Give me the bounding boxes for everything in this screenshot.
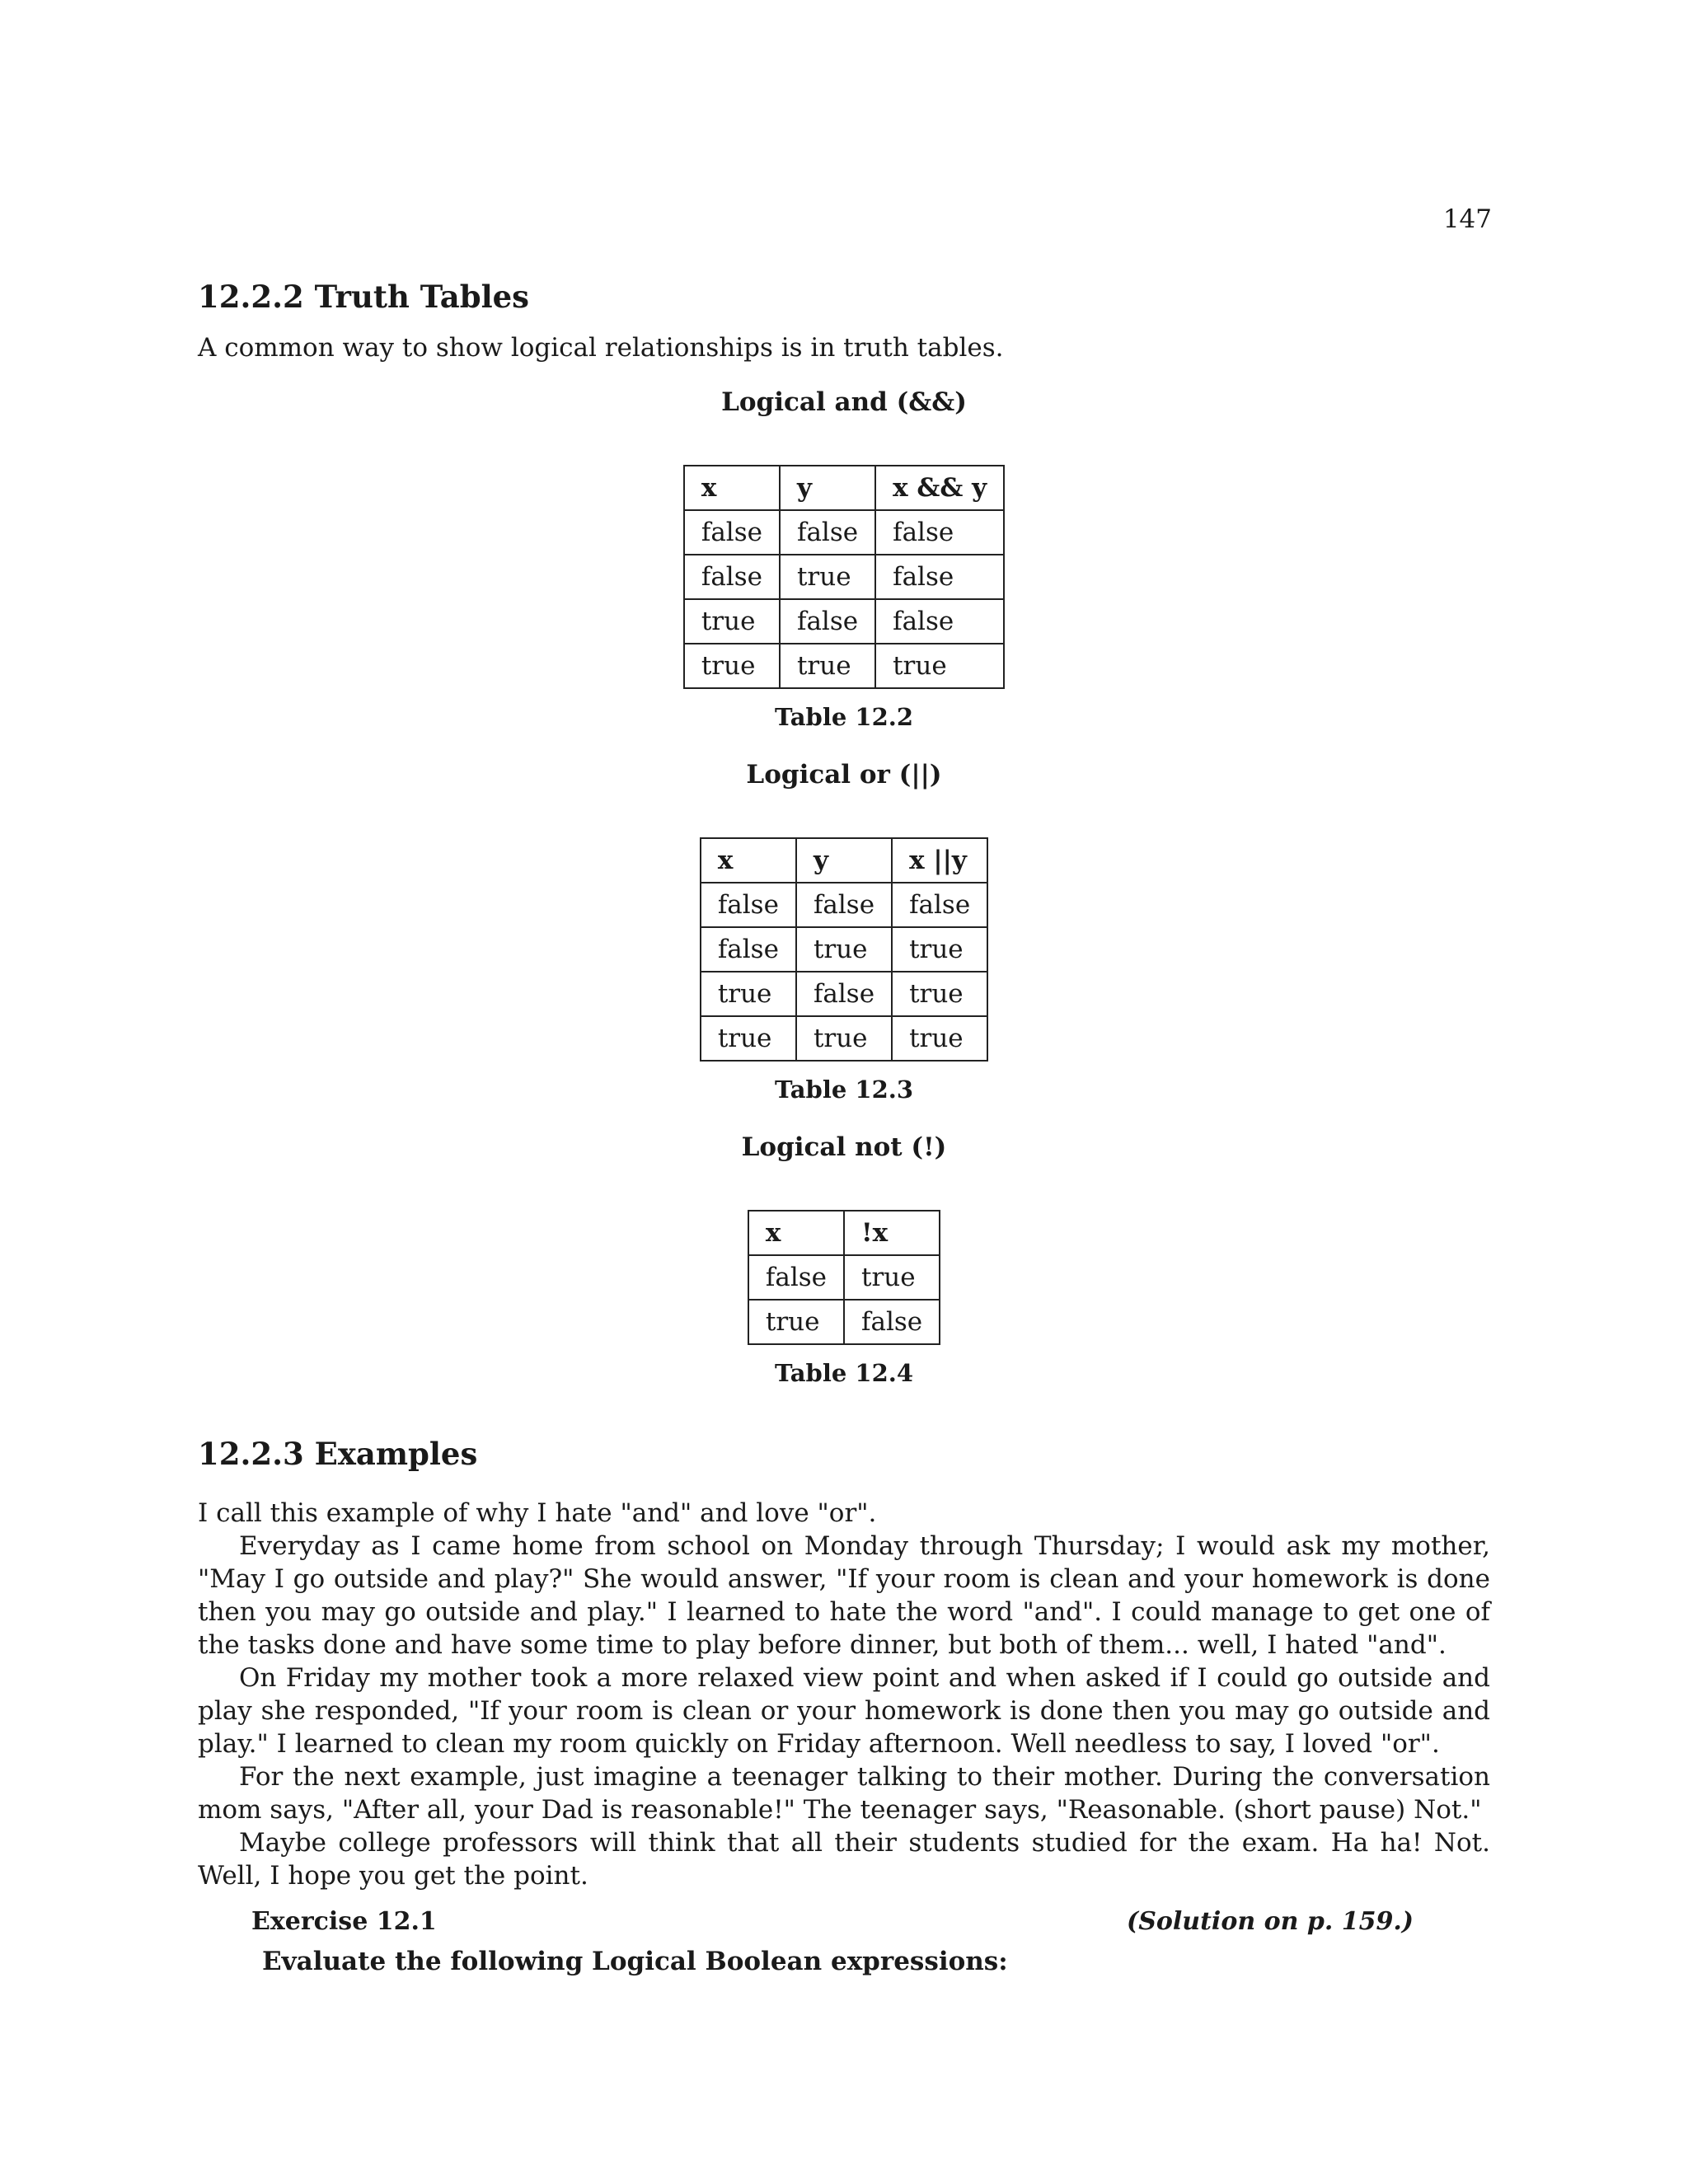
- examples-body: [198, 1497, 1490, 1892]
- table-cell: false: [796, 883, 892, 927]
- table-cell: false: [701, 883, 796, 927]
- table-cell: false: [684, 510, 780, 555]
- table-title-and: Logical and (&&): [721, 387, 967, 417]
- table-row: [701, 1016, 987, 1061]
- table-cell: true: [892, 972, 987, 1016]
- table-cell: false: [875, 510, 1004, 555]
- table-header-cell: !x: [844, 1211, 940, 1255]
- table-row: [701, 972, 987, 1016]
- table-cell: false: [796, 972, 892, 1016]
- table-block-or: [0, 758, 1688, 1106]
- table-row: [701, 927, 987, 972]
- table-caption-and: Table 12.2: [774, 703, 914, 731]
- paragraph: Everyday as I came home from school on Monday through Thursday; I would ask my mother, "May I go outside and play?" She would answer, "If your room is clean and your homework is done then you may go outside and play." I learned to hate the word "and". I could manage to get one of the tasks done and have some time to play before dinner, but both of them... well, I hated "and".: [198, 1531, 1490, 1660]
- table-cell: false: [684, 555, 780, 599]
- table-title-or: Logical or (||): [746, 760, 942, 790]
- table-row: [684, 599, 1004, 644]
- page-number: 147: [1442, 204, 1492, 234]
- table-header-row: [684, 466, 1004, 510]
- table-caption-or: Table 12.3: [774, 1076, 914, 1104]
- table-cell: false: [701, 927, 796, 972]
- table-cell: true: [892, 1016, 987, 1061]
- table-header-row: [748, 1211, 940, 1255]
- table-cell: true: [684, 644, 780, 688]
- table-block-not: [0, 1131, 1688, 1390]
- solution-link[interactable]: (Solution on p. 159.): [1127, 1907, 1414, 1936]
- table-cell: true: [701, 1016, 796, 1061]
- table-cell: false: [844, 1300, 940, 1344]
- table-cell: false: [892, 883, 987, 927]
- table-row: [748, 1255, 940, 1300]
- table-cell: false: [875, 555, 1004, 599]
- table-cell: true: [892, 927, 987, 972]
- table-header-cell: x && y: [875, 466, 1004, 510]
- table-header-cell: y: [780, 466, 875, 510]
- table-row: [684, 555, 1004, 599]
- table-header-cell: x: [701, 838, 796, 883]
- table-cell: true: [796, 1016, 892, 1061]
- table-cell: true: [684, 599, 780, 644]
- table-cell: false: [875, 599, 1004, 644]
- table-cell: true: [796, 927, 892, 972]
- truth-table-and: [683, 465, 1005, 689]
- paragraph: I call this example of why I hate "and" and love "or".: [198, 1498, 877, 1528]
- table-row: [701, 883, 987, 927]
- table-cell: true: [875, 644, 1004, 688]
- table-header-row: [701, 838, 987, 883]
- section-heading-examples: 12.2.3 Examples: [198, 1436, 478, 1472]
- exercise-prompt: Evaluate the following Logical Boolean expressions:: [262, 1947, 1008, 1976]
- table-cell: true: [844, 1255, 940, 1300]
- table-block-and: [0, 386, 1688, 733]
- table-row: [684, 510, 1004, 555]
- table-caption-not: Table 12.4: [774, 1359, 914, 1387]
- paragraph: For the next example, just imagine a teenager talking to their mother. During the conversation mom says, "After all, your Dad is reasonable!" The teenager says, "Reasonable. (short pause) Not.": [198, 1762, 1490, 1825]
- intro-paragraph: A common way to show logical relationships is in truth tables.: [198, 333, 1004, 363]
- table-cell: true: [748, 1300, 844, 1344]
- table-header-cell: x: [748, 1211, 844, 1255]
- table-row: [684, 644, 1004, 688]
- exercise-header: [251, 1907, 1414, 1936]
- table-header-cell: x ||y: [892, 838, 987, 883]
- table-cell: true: [780, 644, 875, 688]
- table-cell: false: [748, 1255, 844, 1300]
- paragraph: On Friday my mother took a more relaxed view point and when asked if I could go outside and play she responded, "If your room is clean or your homework is done then you may go outside and play." I learned to clean my room quickly on Friday afternoon. Well needless to say, I loved "or".: [198, 1663, 1490, 1759]
- table-row: [748, 1300, 940, 1344]
- truth-table-or: [700, 837, 988, 1062]
- exercise-label: Exercise 12.1: [251, 1907, 437, 1936]
- table-cell: true: [780, 555, 875, 599]
- table-title-not: Logical not (!): [741, 1132, 947, 1162]
- table-cell: false: [780, 510, 875, 555]
- table-header-cell: x: [684, 466, 780, 510]
- table-cell: false: [780, 599, 875, 644]
- table-cell: true: [701, 972, 796, 1016]
- truth-table-not: [748, 1210, 940, 1345]
- table-header-cell: y: [796, 838, 892, 883]
- section-heading-truth-tables: 12.2.2 Truth Tables: [198, 279, 529, 315]
- paragraph: Maybe college professors will think that all their students studied for the exam. Ha ha! Not. Well, I hope you get the point.: [198, 1828, 1490, 1891]
